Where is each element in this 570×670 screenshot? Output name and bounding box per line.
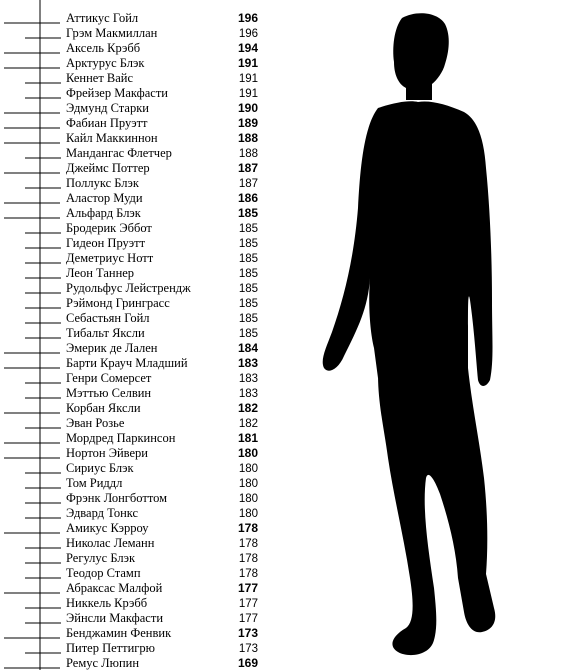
height-value: 183 (238, 373, 258, 385)
person-name: Николас Леманн (66, 536, 155, 550)
person-name: Рудольфус Лейстрендж (66, 281, 191, 295)
height-value: 190 (237, 101, 258, 115)
person-name: Теодор Стамп (66, 566, 141, 580)
height-value: 181 (237, 431, 258, 445)
height-value: 185 (238, 238, 258, 250)
person-name: Барти Крауч Младший (66, 356, 188, 370)
person-name: Питер Петтигрю (66, 641, 156, 655)
height-value: 180 (238, 463, 258, 475)
person-name: Никкель Крэбб (66, 596, 148, 610)
person-name: Фрэнк Лонгботтом (66, 491, 168, 505)
height-value: 187 (238, 178, 258, 190)
height-value: 177 (238, 598, 258, 610)
person-name: Грэм Макмиллан (66, 26, 158, 40)
person-name: Корбан Яксли (66, 401, 141, 415)
height-value: 184 (237, 341, 258, 355)
person-name: Фрейзер Макфасти (66, 86, 168, 100)
height-value: 183 (238, 388, 258, 400)
height-value: 189 (237, 116, 258, 130)
height-value: 173 (238, 643, 258, 655)
person-name: Мэттью Селвин (66, 386, 152, 400)
person-name: Бродерик Эббот (66, 221, 152, 235)
person-name: Эдмунд Старки (66, 101, 149, 115)
person-name: Бенджамин Фенвик (66, 626, 172, 640)
height-value: 177 (238, 613, 258, 625)
height-value: 177 (237, 581, 258, 595)
person-name: Эйнсли Макфасти (66, 611, 164, 625)
height-value: 180 (237, 446, 258, 460)
height-value: 185 (238, 283, 258, 295)
person-name: Альфард Блэк (66, 206, 141, 220)
height-value: 188 (238, 148, 258, 160)
height-value: 185 (238, 223, 258, 235)
person-name: Эмерик де Лален (66, 341, 158, 355)
person-name: Генри Сомерсет (66, 371, 152, 385)
height-value: 173 (237, 626, 258, 640)
person-name: Арктурус Блэк (66, 56, 145, 70)
height-value: 185 (237, 206, 258, 220)
person-name: Том Риддл (66, 476, 123, 490)
person-name: Нортон Эйвери (66, 446, 148, 460)
height-value: 185 (238, 268, 258, 280)
height-value: 188 (237, 131, 258, 145)
person-name: Эван Розье (66, 416, 125, 430)
person-name: Леон Таннер (66, 266, 135, 280)
person-name: Аттикус Гойл (66, 11, 139, 25)
height-value: 185 (238, 298, 258, 310)
height-value: 191 (238, 88, 258, 100)
person-name: Себастьян Гойл (66, 311, 150, 325)
person-name: Джеймс Поттер (66, 161, 150, 175)
person-name: Ремус Люпин (66, 656, 140, 670)
height-value: 196 (238, 28, 258, 40)
height-value: 183 (237, 356, 258, 370)
person-name: Деметриус Нотт (66, 251, 154, 265)
height-value: 178 (238, 538, 258, 550)
person-name: Гидеон Пруэтт (66, 236, 146, 250)
person-name: Аксель Крэбб (66, 41, 141, 55)
person-name: Сириус Блэк (66, 461, 134, 475)
height-value: 196 (237, 11, 258, 25)
person-name: Аластор Муди (66, 191, 143, 205)
height-value: 194 (237, 41, 258, 55)
height-value: 185 (238, 253, 258, 265)
height-value: 178 (237, 521, 258, 535)
height-value: 185 (238, 313, 258, 325)
person-name: Рэймонд Гринграсс (66, 296, 170, 310)
height-value: 180 (238, 493, 258, 505)
height-value: 182 (237, 401, 258, 415)
person-name: Кеннет Вайс (66, 71, 134, 85)
person-name: Фабиан Пруэтт (66, 116, 148, 130)
person-name: Амикус Кэрроу (66, 521, 149, 535)
height-value: 180 (238, 478, 258, 490)
height-value: 191 (237, 56, 258, 70)
person-name: Регулус Блэк (66, 551, 136, 565)
height-value: 178 (238, 553, 258, 565)
height-value: 191 (238, 73, 258, 85)
person-name: Кайл Маккиннон (66, 131, 158, 145)
person-name: Тибальт Яксли (66, 326, 145, 340)
value-labels (238, 11, 258, 670)
height-value: 186 (237, 191, 258, 205)
person-name: Эдвард Тонкс (66, 506, 139, 520)
height-ticks (4, 23, 61, 668)
height-value: 187 (237, 161, 258, 175)
height-value: 185 (238, 328, 258, 340)
height-value: 178 (238, 568, 258, 580)
person-name: Абраксас Малфой (66, 581, 163, 595)
man-silhouette-icon (318, 8, 528, 668)
person-name: Поллукс Блэк (66, 176, 139, 190)
person-name: Мандангас Флетчер (66, 146, 172, 160)
height-value: 180 (238, 508, 258, 520)
height-value: 182 (238, 418, 258, 430)
person-name: Мордред Паркинсон (66, 431, 176, 445)
height-value: 169 (237, 656, 258, 670)
name-labels (66, 11, 191, 670)
